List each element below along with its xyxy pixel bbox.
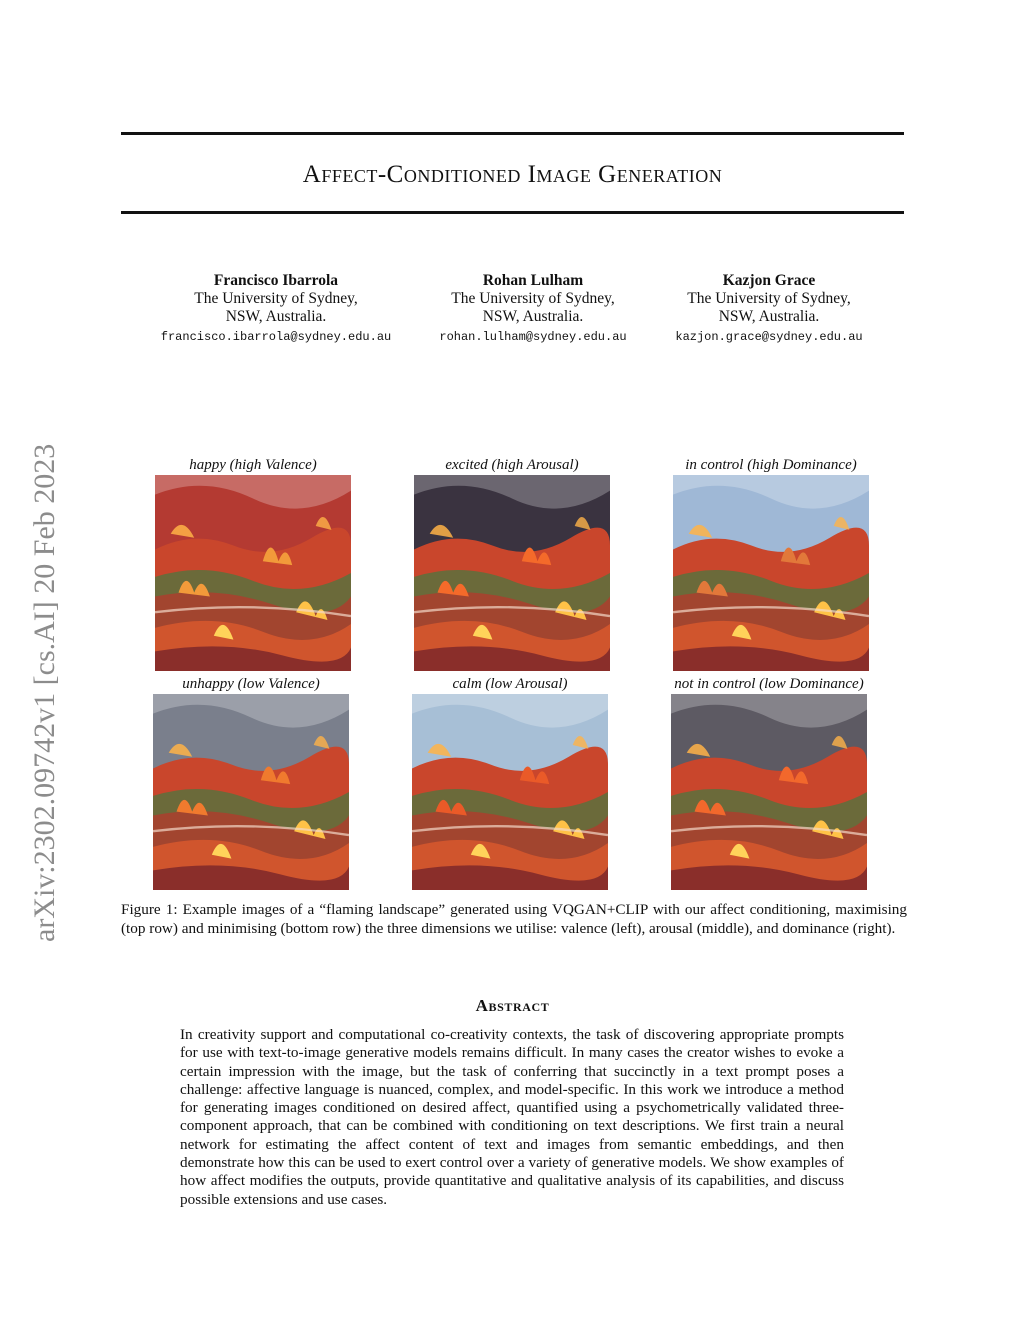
abstract-heading: Abstract bbox=[475, 996, 550, 1015]
author-block-3 bbox=[619, 272, 919, 346]
paper-title: Affect-Conditioned Image Generation bbox=[302, 161, 723, 188]
panel-image-not-in-control bbox=[671, 694, 867, 890]
author-email: francisco.ibarrola@sydney.edu.au bbox=[160, 330, 392, 344]
panel-image-excited bbox=[414, 475, 610, 671]
flaming-landscape-artwork bbox=[673, 475, 869, 671]
author-name: Francisco Ibarrola bbox=[213, 272, 339, 289]
flaming-landscape-artwork bbox=[414, 475, 610, 671]
author-block-1 bbox=[126, 272, 426, 346]
title-rule-top bbox=[121, 132, 904, 135]
figure-caption: Figure 1: Example images of a “flaming landscape” generated using VQGAN+CLIP with our affect conditioning, maximising (top row) and minimising (bottom row) the three dimensions we utilise: valence (left), arousal (middle), and dominance (right). bbox=[121, 901, 907, 937]
author-affiliation: The University of Sydney, bbox=[194, 290, 358, 307]
panel-image-in-control bbox=[673, 475, 869, 671]
panel-label-excited: excited (high Arousal) bbox=[445, 457, 579, 473]
author-location: NSW, Australia. bbox=[718, 308, 820, 325]
flaming-landscape-artwork bbox=[671, 694, 867, 890]
author-email: rohan.lulham@sydney.edu.au bbox=[439, 330, 627, 344]
arxiv-identifier: arXiv:2302.09742v1 [cs.AI] 20 Feb 2023 bbox=[28, 443, 61, 942]
flaming-landscape-artwork bbox=[155, 475, 351, 671]
abstract-text: In creativity support and computational co-creativity contexts, the task of discovering appropriate prompts for use with text-to-image generative models remains difficult. In many cases the creator wishes to evoke a certain impression with the image, but the task of conferring that succinctly in a text prompt poses a challenge: affective language is nuanced, complex, and model-specific. In this work we introduce a method for generating images conditioned on desired affect, quantified using a psychometrically validated three-component approach, that can be combined with conditioning on text descriptions. We first train a neural network for estimating the affect content of text and images from semantic embeddings, and then demonstrate how this can be used to exert control over a variety of generative models. We show examples of how affect modifies the outputs, provide quantitative and qualitative analysis of its capabilities, and discuss possible extensions and use cases. bbox=[180, 1026, 844, 1208]
panel-label-not-in-control: not in control (low Dominance) bbox=[674, 676, 864, 692]
flaming-landscape-artwork bbox=[153, 694, 349, 890]
panel-label-calm: calm (low Arousal) bbox=[452, 676, 568, 692]
flaming-landscape-artwork bbox=[412, 694, 608, 890]
author-location: NSW, Australia. bbox=[225, 308, 327, 325]
panel-label-unhappy: unhappy (low Valence) bbox=[182, 676, 320, 692]
panel-label-in-control: in control (high Dominance) bbox=[685, 457, 857, 473]
author-location: NSW, Australia. bbox=[482, 308, 584, 325]
author-name: Kazjon Grace bbox=[722, 272, 816, 289]
panel-label-happy: happy (high Valence) bbox=[189, 457, 317, 473]
panel-image-calm bbox=[412, 694, 608, 890]
author-email: kazjon.grace@sydney.edu.au bbox=[675, 330, 863, 344]
panel-image-happy bbox=[155, 475, 351, 671]
author-affiliation: The University of Sydney, bbox=[687, 290, 851, 307]
panel-image-unhappy bbox=[153, 694, 349, 890]
author-affiliation: The University of Sydney, bbox=[451, 290, 615, 307]
author-name: Rohan Lulham bbox=[482, 272, 584, 289]
title-rule-bottom bbox=[121, 211, 904, 214]
